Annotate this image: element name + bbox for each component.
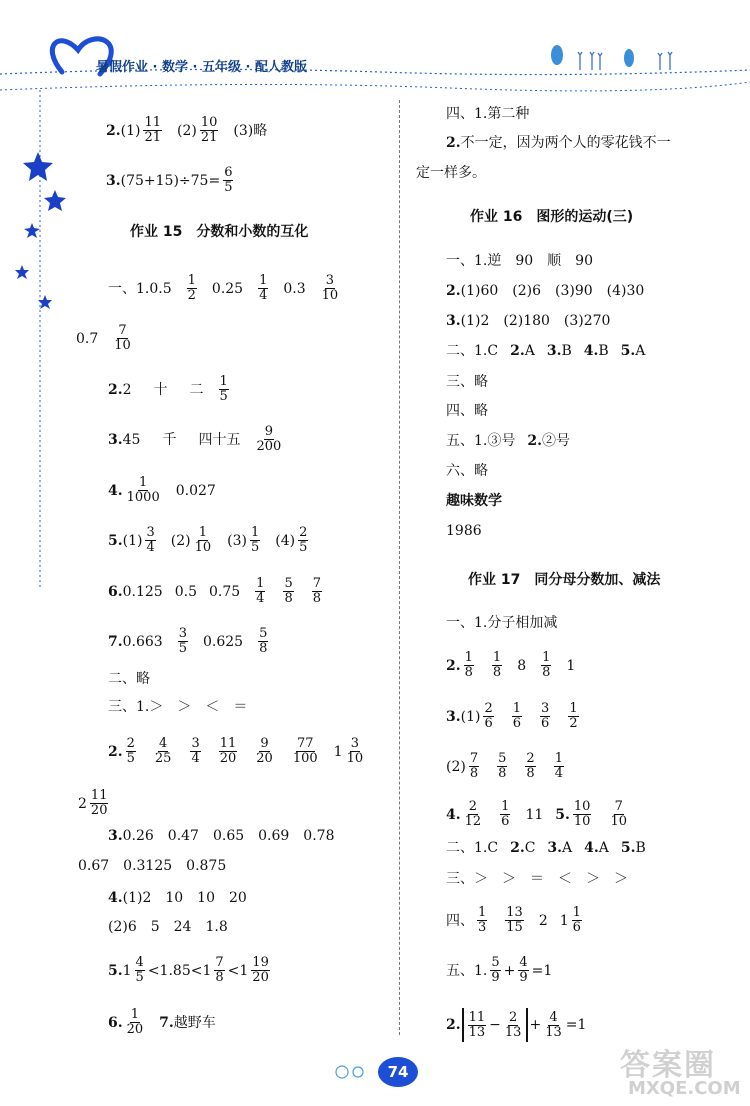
right-u6: 三、 ＞ ＞ ＝ ＜ ＞ ＞ (446, 871, 628, 887)
left-c4: 4. (1)2 10 10 20 (108, 890, 247, 906)
right-u3b: (2) $\frac{7}{8}$ $\frac{5}{8}$ $\frac{2}{8}$ $\frac{1}{4}$ (446, 751, 563, 781)
left-c3b: 0.67 0.3125 0.875 (78, 858, 227, 874)
left-a4: 4. $\frac{1}{1000}$ 0.027 (108, 475, 216, 505)
fraction: $\frac{19}{20}$ (252, 955, 269, 985)
right-s7: 五、1. ③号 2. ②号 (446, 433, 570, 449)
left-a5: 5. (1) $\frac{3}{4}$ (2) $\frac{1}{10}$ (3) $\frac{1}{5}$ (4) $\frac{2}{5}$ (108, 525, 308, 555)
fraction: $\frac{7}{8}$ (215, 955, 224, 985)
fraction: $\frac{11}{20}$ (90, 788, 108, 818)
fraction: $\frac{3}{6}$ (541, 701, 550, 731)
fraction: $\frac{7}{8}$ (312, 576, 321, 606)
right-u8: 五、1. $\frac{5}{9}$ + $\frac{4}{9}$ =1 (446, 955, 553, 985)
fraction: $\frac{5}{9}$ (491, 955, 500, 985)
fraction: $\frac{1}{5}$ (250, 525, 260, 555)
fraction: $\frac{4}{13}$ (545, 1009, 562, 1040)
left-a1b: 0.7 $\frac{7}{10}$ (76, 323, 131, 353)
left-c2: 2. $\frac{2}{5}$ $\frac{4}{25}$ $\frac{3}{4}$ $\frac{11}{20}$ $\frac{9}{20}$ $\frac{77}{100}$ 1 $\frac{3}{10}$ (108, 736, 364, 766)
right-r2b: 定一样多。 (416, 165, 486, 181)
left-c1: 三、1. ＞ ＞ ＜ ＝ (108, 699, 248, 715)
right-s4: 二、1. C 2. A 3. B 4. B 5. A (446, 343, 646, 359)
fraction: $\frac{1}{2}$ (187, 273, 196, 303)
left-b: 二、略 (108, 671, 150, 687)
fraction: $\frac{1}{1000}$ (126, 475, 160, 505)
left-c5: 5. 1 $\frac{4}{5}$ <1.85<1 $\frac{7}{8}$ <1 $\frac{19}{20}$ (108, 955, 269, 985)
left-a3: 3. 45 千 四十五 $\frac{9}{200}$ (108, 424, 282, 454)
fraction: $\frac{1}{4}$ (259, 273, 268, 303)
fraction: $\frac{11}{21}$ (144, 115, 162, 145)
fraction: $\frac{4}{9}$ (519, 955, 528, 985)
left-a7: 7. 0.663 $\frac{3}{5}$ 0.625 $\frac{5}{8}$ (108, 626, 268, 656)
right-s9: 趣味数学 (446, 493, 502, 509)
fraction: $\frac{5}{8}$ (498, 751, 507, 781)
watermark-logo: 答案圈 (620, 1048, 716, 1083)
fraction: $\frac{10}{10}$ (573, 799, 591, 829)
fraction: $\frac{6}{5}$ (224, 165, 233, 195)
fraction: $\frac{3}{10}$ (346, 736, 364, 766)
header-dotted-line-2 (0, 82, 750, 91)
fraction: $\frac{9}{20}$ (256, 736, 273, 766)
left-c2b: 2 $\frac{11}{20}$ (78, 788, 108, 818)
fraction: $\frac{5}{8}$ (284, 576, 293, 606)
right-s6: 四、略 (446, 403, 488, 419)
bracket-right (526, 1008, 528, 1042)
fraction: $\frac{3}{10}$ (321, 273, 339, 303)
left-a1: 一、1. 0.5 $\frac{1}{2}$ 0.25 $\frac{1}{4}$ 0.3 $\frac{3}{10}$ (108, 273, 339, 303)
fraction: $\frac{3}{4}$ (191, 736, 200, 766)
fraction: $\frac{13}{15}$ (506, 905, 523, 935)
fraction: $\frac{2}{6}$ (484, 701, 493, 731)
fraction: $\frac{11}{20}$ (219, 736, 237, 766)
header-decoration (0, 0, 750, 110)
watermark-url: MXQE.COM (628, 1078, 741, 1099)
fraction: $\frac{2}{5}$ (126, 736, 135, 766)
fraction: $\frac{1}{4}$ (256, 576, 265, 606)
fraction: $\frac{4}{25}$ (154, 736, 172, 766)
right-r1: 四、1. 第二种 (446, 106, 530, 122)
section-title-17: 作业 17 同分母分数加、减法 (468, 572, 661, 588)
right-s1: 一、1. 逆 90 顺 90 (446, 253, 593, 269)
left-c3: 3. 0.26 0.47 0.65 0.69 0.78 (108, 828, 335, 844)
right-u2: 2. $\frac{1}{8}$ $\frac{1}{8}$ 8 $\frac{1}{8}$ 1 (446, 650, 576, 680)
fraction: $\frac{9}{200}$ (256, 424, 282, 454)
fraction: $\frac{77}{100}$ (292, 736, 318, 766)
fraction: $\frac{4}{5}$ (135, 955, 144, 985)
left-a6: 6. 0.125 0.5 0.75 $\frac{1}{4}$ $\frac{5}{8}$ $\frac{7}{8}$ (108, 576, 321, 606)
bracket-left (462, 1008, 464, 1042)
fraction: $\frac{1}{6}$ (501, 799, 510, 829)
fraction: $\frac{7}{8}$ (469, 751, 479, 781)
right-s3: 3. (1)2 (2)180 (3)270 (446, 313, 611, 329)
fraction: $\frac{1}{8}$ (542, 650, 551, 680)
fraction: $\frac{1}{6}$ (572, 905, 581, 935)
fraction: $\frac{2}{13}$ (504, 1009, 522, 1040)
fraction: $\frac{3}{5}$ (178, 626, 187, 656)
fraction: $\frac{7}{10}$ (610, 799, 627, 829)
fraction: $\frac{11}{13}$ (468, 1009, 486, 1040)
right-u9: 2. $\frac{11}{13}$ − $\frac{2}{13}$ + $\frac{4}{13}$ =1 (446, 1008, 586, 1042)
fraction: $\frac{7}{10}$ (114, 323, 131, 353)
right-u7: 四、 $\frac{1}{3}$ $\frac{13}{15}$ 2 1 $\frac{1}{6}$ (446, 905, 581, 935)
fraction: $\frac{2}{8}$ (526, 751, 535, 781)
left-c4b: (2)6 5 24 1.8 (108, 919, 228, 935)
left-c6: 6. $\frac{1}{20}$ 7. 越野车 (108, 1007, 216, 1037)
right-s5: 三、略 (446, 374, 488, 390)
section-title-15: 作业 15 分数和小数的互化 (130, 224, 309, 240)
fraction: $\frac{3}{4}$ (146, 525, 155, 555)
right-r2: 2. 不一定，因为两个人的零花钱不一 (446, 135, 671, 151)
right-u1: 一、1. 分子相加减 (446, 615, 558, 631)
fraction: $\frac{1}{20}$ (126, 1007, 144, 1037)
right-s8: 六、略 (446, 463, 488, 479)
fraction: $\frac{1}{8}$ (464, 650, 473, 680)
left-line-1: 2. (1) $\frac{11}{21}$ (2) $\frac{10}{21}$ (3)略 (106, 115, 268, 145)
header-title: 暑假作业 · 数学 · 五年级 · 配人教版 (96, 60, 307, 75)
page-number: 74 (387, 1063, 409, 1081)
left-a2: 2. 2 十 二 $\frac{1}{5}$ (108, 374, 228, 404)
fraction: $\frac{1}{6}$ (512, 701, 522, 731)
right-s2: 2. (1)60 (2)6 (3)90 (4)30 (446, 283, 645, 299)
fraction: $\frac{1}{5}$ (219, 374, 228, 404)
fraction: $\frac{1}{2}$ (569, 701, 578, 731)
fraction: $\frac{1}{8}$ (492, 650, 502, 680)
section-title-16: 作业 16 图形的运动(三) (470, 209, 634, 225)
left-decoration (0, 90, 70, 610)
left-line-2: 3. (75+15)÷75= $\frac{6}{5}$ (106, 165, 233, 195)
right-u4: 4. $\frac{2}{12}$ $\frac{1}{6}$ 11 5. $\frac{10}{10}$ $\frac{7}{10}$ (446, 799, 627, 829)
fraction: $\frac{10}{21}$ (200, 115, 218, 145)
right-u5: 二、1. C 2. C 3. A 4. A 5. B (446, 840, 646, 856)
fraction: $\frac{1}{3}$ (478, 905, 487, 935)
fraction: $\frac{1}{10}$ (194, 525, 212, 555)
page-number-decoration (330, 1052, 430, 1092)
fraction: $\frac{2}{5}$ (299, 525, 308, 555)
fraction: $\frac{1}{4}$ (554, 751, 563, 781)
fraction: $\frac{5}{8}$ (259, 626, 268, 656)
right-s10: 1986 (446, 523, 482, 539)
right-u3: 3. (1) $\frac{2}{6}$ $\frac{1}{6}$ $\frac{3}{6}$ $\frac{1}{2}$ (446, 701, 578, 731)
fraction: $\frac{2}{12}$ (464, 799, 482, 829)
column-divider (399, 100, 400, 1035)
